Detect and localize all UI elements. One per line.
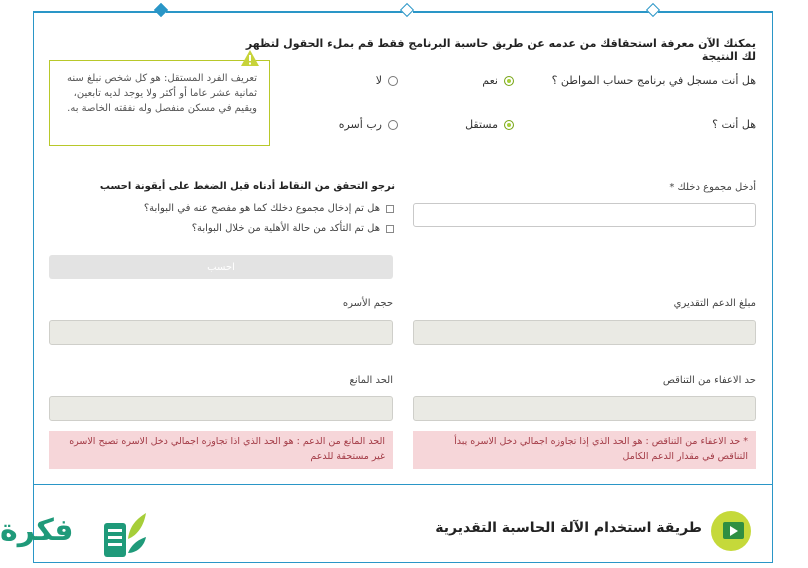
warning-icon — [240, 49, 260, 67]
exemption-limit-field — [413, 396, 756, 421]
book-leaf-icon — [100, 509, 148, 565]
radio-independent[interactable] — [504, 120, 514, 130]
family-size-field — [49, 320, 393, 345]
family-size-label: حجم الأسره — [342, 298, 393, 309]
calculator-heading: يمكنك الآن معرفة استحقاقك من عدمه عن طريق حاسبة البرنامج فقط قم بملء الحقول لتظهر لك النتيجة — [245, 37, 756, 63]
option-yes-label: نعم — [482, 74, 498, 87]
video-title[interactable]: طريقة استخدام الآلة الحاسبة التقديرية — [435, 520, 702, 536]
option-independent-label: مستقل — [465, 118, 498, 131]
checks-title: نرجو التحقق من النقاط أدناه قبل الضغط على أيقونة احسب — [99, 181, 395, 192]
preventive-limit-label: الحد المانع — [349, 375, 393, 386]
play-icon[interactable] — [711, 511, 751, 551]
option-family-head[interactable] — [339, 118, 398, 131]
radio-yes[interactable] — [504, 76, 514, 86]
support-amount-label: مبلغ الدعم التقديري — [673, 298, 756, 309]
exemption-limit-label: حد الاعفاء من التناقص — [662, 375, 756, 386]
option-no[interactable] — [376, 74, 398, 87]
check-eligibility-label: هل تم التأكد من حالة الأهلية من خلال البوابة؟ — [191, 223, 380, 234]
checkbox-income-entered[interactable] — [386, 205, 394, 213]
preventive-limit-alert: الحد المانع من الدعم : هو الحد الذي اذا تجاوزه اجمالي دخل الاسره تصبح الاسره غير مستحقة للدعم — [49, 431, 393, 469]
income-label: أدخل مجموع دخلك * — [669, 182, 756, 193]
preventive-limit-field — [49, 396, 393, 421]
exemption-limit-alert: * حد الاعفاء من التناقص : هو الحد الذي إذا تجاوزه اجمالي دخل الاسره يبدأ التناقص في مقدار الدعم الكامل — [413, 431, 756, 469]
calculate-button[interactable]: احسب — [49, 255, 393, 279]
radio-family-head[interactable] — [388, 120, 398, 130]
independent-definition-box: تعريف الفرد المستقل: هو كل شخص نبلغ سنه ثمانية عشر عاما أو أكثر ولا يوجد لديه تابعين، ويقيم في مسكن منفصل وله نفقته الخاصة به. — [49, 60, 270, 146]
site-logo — [0, 505, 150, 565]
radio-no[interactable] — [388, 76, 398, 86]
option-family-head-label: رب أسره — [338, 118, 382, 131]
section-divider — [33, 484, 773, 485]
question-registered-label: هل أنت مسجل في برنامج حساب المواطن ؟ — [551, 74, 756, 87]
check-income-entered[interactable] — [144, 203, 394, 214]
checkbox-eligibility[interactable] — [386, 225, 394, 233]
option-no-label: لا — [375, 74, 382, 87]
check-eligibility[interactable] — [192, 223, 394, 234]
check-income-entered-label: هل تم إدخال مجموع دخلك كما هو مفصح عنه في البوابة؟ — [143, 203, 380, 214]
income-input[interactable] — [413, 203, 756, 227]
question-status-label: هل أنت ؟ — [712, 118, 756, 131]
option-yes[interactable] — [482, 74, 514, 87]
logo-text: فكرة — [0, 513, 74, 548]
support-amount-field — [413, 320, 756, 345]
option-independent[interactable] — [465, 118, 514, 131]
play-triangle — [730, 526, 738, 536]
